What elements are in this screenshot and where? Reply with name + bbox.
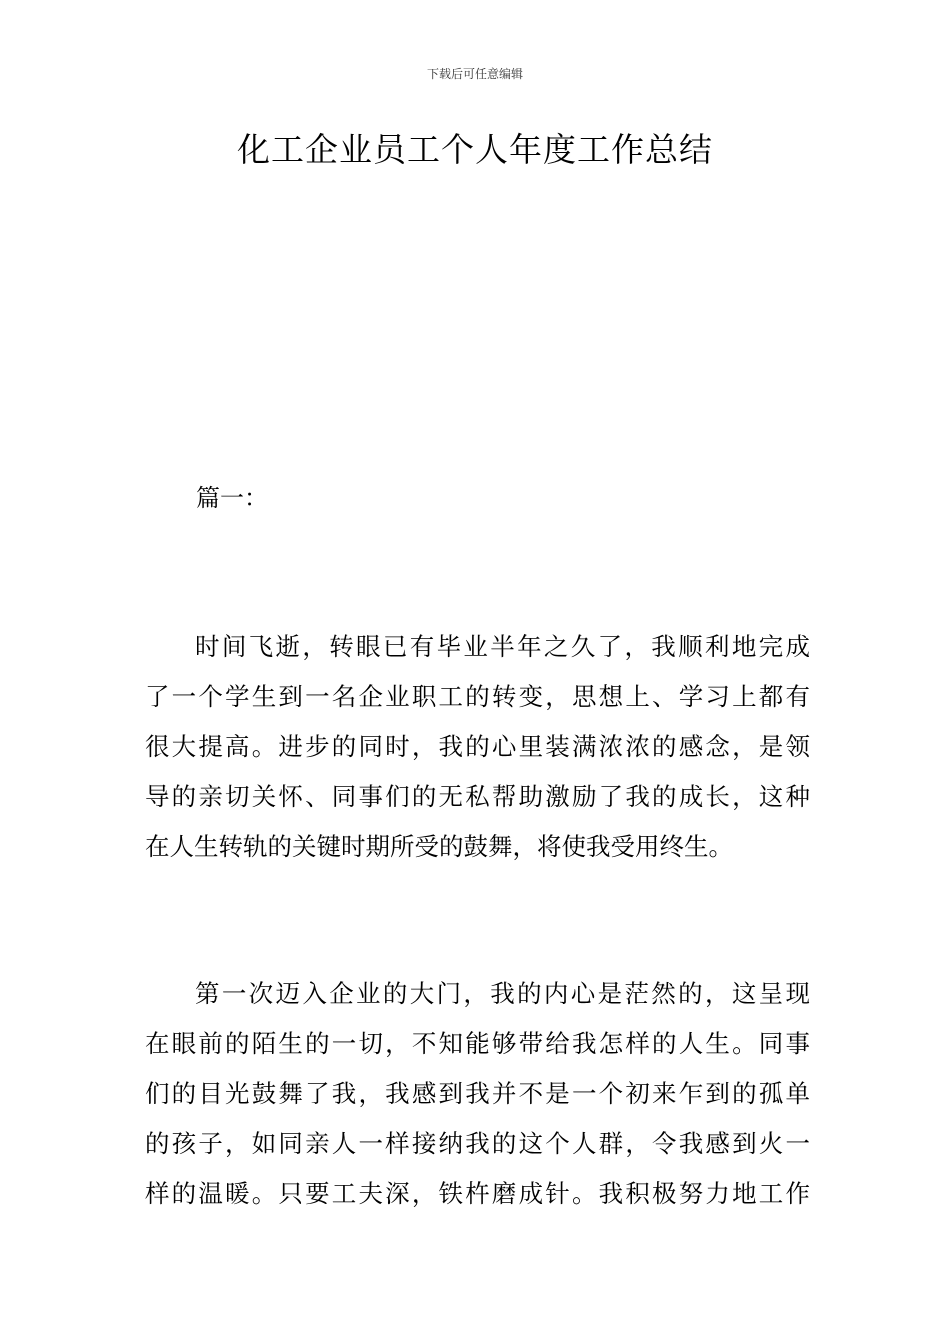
document-title: 化工企业员工个人年度工作总结	[237, 130, 713, 169]
header-note: 下载后可任意编辑	[426, 67, 523, 81]
paragraph-line: 在眼前的陌生的一切，不知能够带给我怎样的人生。同事	[145, 1029, 810, 1058]
paragraph-line: 了一个学生到一名企业职工的转变，思想上、学习上都有	[145, 682, 810, 711]
paragraph-2	[145, 969, 810, 1219]
paragraph-line: 很大提高。进步的同时，我的心里装满浓浓的感念，是领	[145, 732, 810, 761]
paragraph-line: 样的温暖。只要工夫深，铁杵磨成针。我积极努力地工作	[145, 1179, 810, 1208]
paragraph-line: 导的亲切关怀、同事们的无私帮助激励了我的成长，这种	[145, 782, 810, 811]
paragraph-line: 在人生转轨的关键时期所受的鼓舞，将使我受用终生。	[145, 832, 733, 861]
paragraph-line: 的孩子，如同亲人一样接纳我的这个人群，令我感到火一	[145, 1129, 810, 1158]
paragraph-line: 们的目光鼓舞了我，我感到我并不是一个初来乍到的孤单	[145, 1079, 810, 1108]
paragraph-line: 时间飞逝，转眼已有毕业半年之久了，我顺利地完成	[195, 632, 810, 661]
paragraph-1	[145, 622, 810, 872]
paragraph-line: 第一次迈入企业的大门，我的内心是茫然的，这呈现	[195, 979, 810, 1008]
section-heading: 篇一：	[196, 484, 268, 512]
